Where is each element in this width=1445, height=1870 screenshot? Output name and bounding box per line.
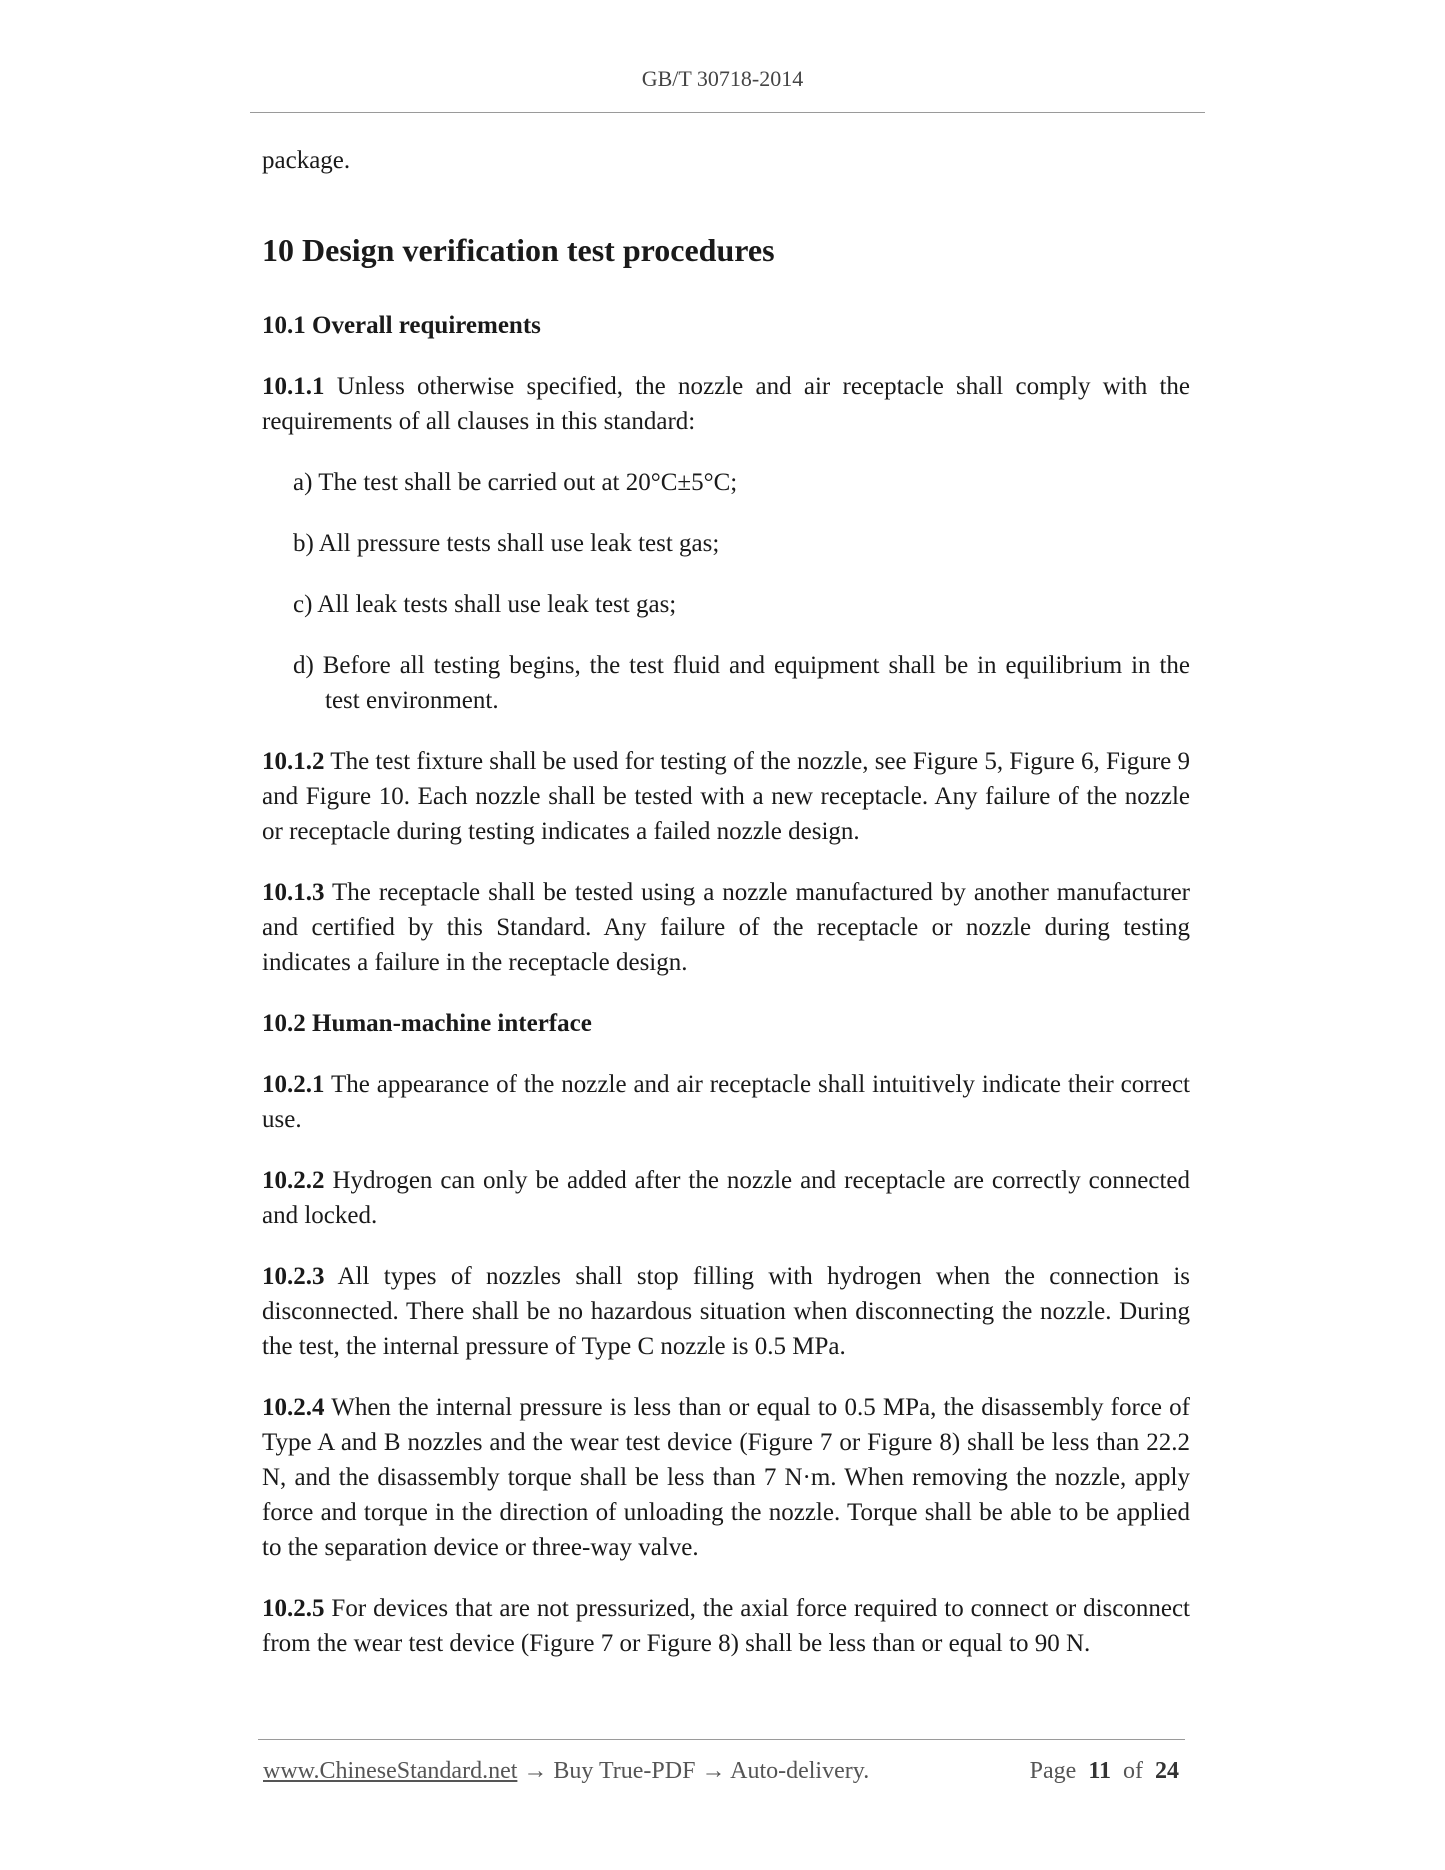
clause-10-1-2 — [262, 744, 1190, 849]
clause-10-2-3 — [262, 1259, 1190, 1364]
clause-text: All types of nozzles shall stop filling with hydrogen when the connection is disconnected. There shall be no hazardous situation when disconnecting the nozzle. During the test, the internal pressure of Type C nozzle is 0.5 MPa. — [262, 1263, 1190, 1360]
page-label: Page — [1029, 1758, 1077, 1784]
clause-text: Hydrogen can only be added after the nozzle and receptacle are correctly connected and locked. — [262, 1167, 1190, 1229]
clause-number: 10.1.2 — [262, 748, 325, 775]
list-item: b) All pressure tests shall use leak test gas; — [293, 530, 720, 557]
clause-10-2-4 — [262, 1390, 1190, 1565]
clause-number: 10.2.2 — [262, 1167, 325, 1194]
clause-10-2-1 — [262, 1067, 1190, 1137]
page-of: of — [1123, 1758, 1143, 1784]
clause-text: For devices that are not pressurized, the axial force required to connect or disconnect from the wear test device (Figure 7 or Figure 8) shall be less than or equal to 90 N. — [262, 1595, 1190, 1657]
clause-text: The appearance of the nozzle and air receptacle shall intuitively indicate their correct use. — [262, 1071, 1190, 1133]
clause-number: 10.2.1 — [262, 1071, 325, 1098]
subsection-title-10-2: 10.2 Human-machine interface — [262, 1010, 592, 1037]
clause-10-1-1 — [262, 369, 1190, 439]
clause-text: Unless otherwise specified, the nozzle and air receptacle shall comply with the requirements of all clauses in this standard: — [262, 373, 1190, 435]
clause-10-1-3 — [262, 875, 1190, 980]
clause-text: When the internal pressure is less than or equal to 0.5 MPa, the disassembly force of Type A and B nozzles and the wear test device (Figure 7 or Figure 8) shall be less than 22.2 N, and the disassembly torque shall be less than 7 N·m. When removing the nozzle, apply force and torque in the direction of unloading the nozzle. Torque shall be able to be applied to the separation device or three-way valve. — [262, 1394, 1190, 1561]
list-item: d) Before all testing begins, the test fluid and equipment shall be in equilibrium in the test environment. — [293, 652, 1190, 714]
clause-number: 10.2.4 — [262, 1394, 325, 1421]
clause-text: The receptacle shall be tested using a nozzle manufactured by another manufacturer and certified by this Standard. Any failure of the receptacle or nozzle during testing indicates a failure in the receptacle design. — [262, 879, 1190, 976]
page-total: 24 — [1155, 1758, 1179, 1784]
document-body — [262, 143, 1190, 1687]
section-title: 10 Design verification test procedures — [262, 232, 775, 268]
clause-number: 10.2.3 — [262, 1263, 325, 1290]
clause-10-2-5 — [262, 1591, 1190, 1661]
header-divider — [250, 112, 1205, 113]
website-link[interactable]: www.ChineseStandard.net — [263, 1758, 518, 1784]
clause-number: 10.1.1 — [262, 373, 325, 400]
page-footer — [263, 1758, 1183, 1785]
clause-text: The test fixture shall be used for testing of the nozzle, see Figure 5, Figure 6, Figure 9 and Figure 10. Each nozzle shall be tested with a new receptacle. Any failure of the nozzle or receptacle during testing indicates a failed nozzle design. — [262, 748, 1190, 845]
page-current: 11 — [1088, 1758, 1111, 1784]
list-item: c) All leak tests shall use leak test gas; — [293, 591, 677, 618]
clause-10-2-2 — [262, 1163, 1190, 1233]
clause-number: 10.1.3 — [262, 879, 325, 906]
continuation-text: package. — [262, 147, 351, 174]
footer-tagline: → Buy True-PDF → Auto-delivery. — [517, 1758, 870, 1784]
footer-divider — [258, 1739, 1185, 1740]
list-item: a) The test shall be carried out at 20°C±5°C; — [293, 469, 738, 496]
subsection-title-10-1: 10.1 Overall requirements — [262, 312, 541, 339]
clause-number: 10.2.5 — [262, 1595, 325, 1622]
page-indicator — [1030, 1758, 1179, 1785]
document-code-header: GB/T 30718-2014 — [641, 66, 804, 91]
